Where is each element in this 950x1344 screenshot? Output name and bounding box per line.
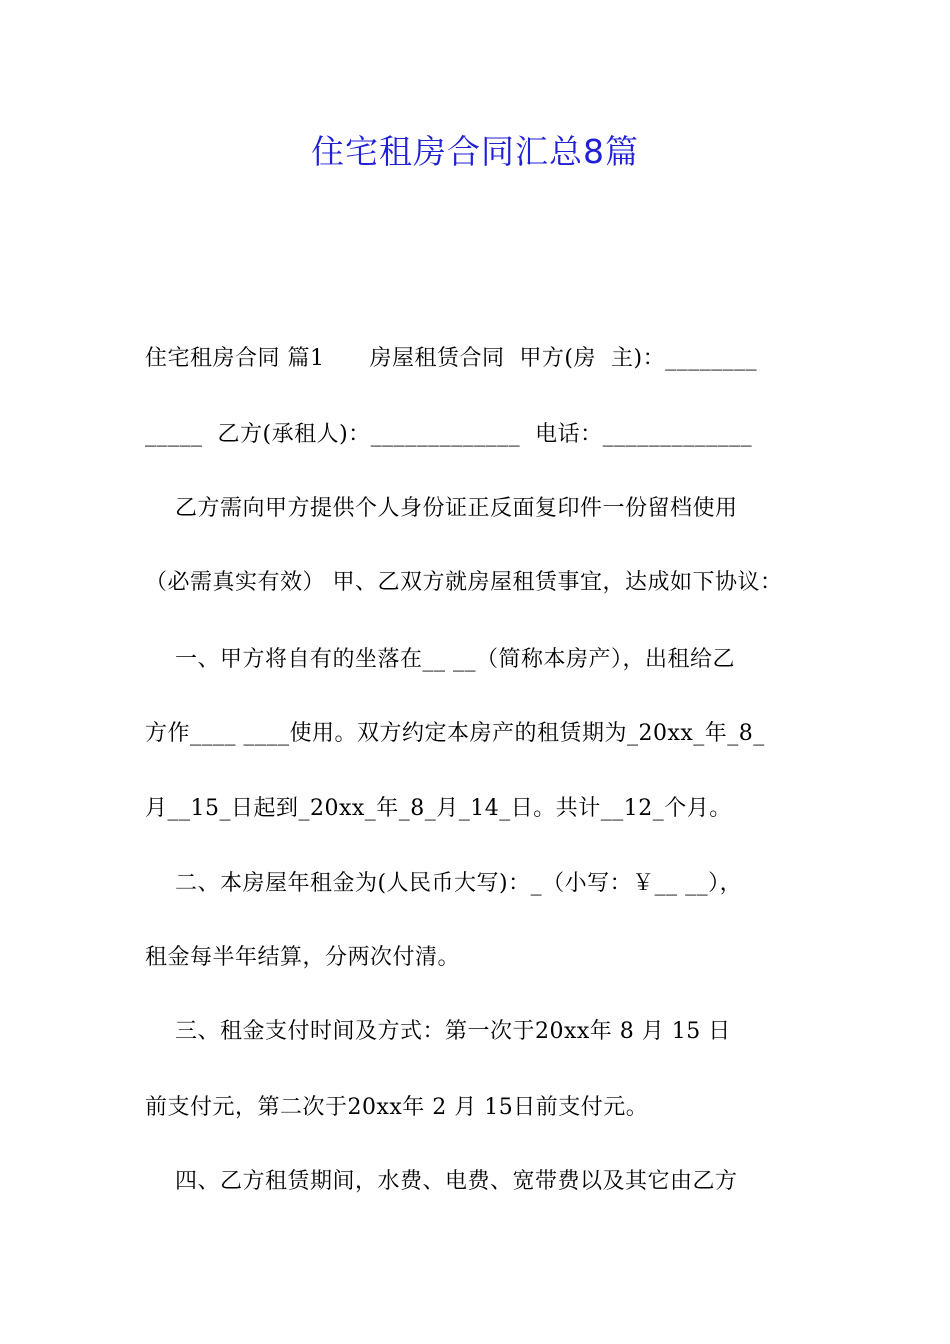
text-line-clause-3a: 三、租金支付时间及方式：第一次于20xx年 8 月 15 日 bbox=[145, 1019, 731, 1044]
text-line-agreement: （必需真实有效） 甲、乙双方就房屋租赁事宜，达成如下协议： bbox=[145, 570, 783, 595]
text-line-id-requirement: 乙方需向甲方提供个人身份证正反面复印件一份留档使用 bbox=[145, 496, 738, 521]
text-line-clause-1b: 方作____ ____使用。双方约定本房产的租赁期为_20xx_年_8_ bbox=[145, 721, 765, 746]
text-line-clause-1a: 一、甲方将自有的坐落在__ __（简称本房产），出租给乙 bbox=[145, 647, 735, 672]
text-line-clause-4a: 四、乙方租赁期间，水费、电费、宽带费以及其它由乙方 bbox=[145, 1169, 738, 1194]
text-line-clause-2a: 二、本房屋年租金为(人民币大写)：_（小写：￥__ __）， bbox=[145, 871, 743, 896]
text-line-clause-2b: 租金每半年结算，分两次付清。 bbox=[145, 945, 461, 970]
text-line-header: 住宅租房合同 篇1 房屋租赁合同 甲方(房 主)：________ bbox=[145, 346, 758, 371]
text-line-clause-3b: 前支付元，第二次于20xx年 2 月 15日前支付元。 bbox=[145, 1095, 649, 1120]
document-title: 住宅租房合同汇总8篇 bbox=[311, 132, 639, 171]
text-line-clause-1c: 月__15_日起到_20xx_年_8_月_14_日。共计__12_个月。 bbox=[145, 796, 732, 821]
text-line-parties: _____ 乙方(承租人)：_____________ 电话：_____________ bbox=[145, 422, 753, 447]
